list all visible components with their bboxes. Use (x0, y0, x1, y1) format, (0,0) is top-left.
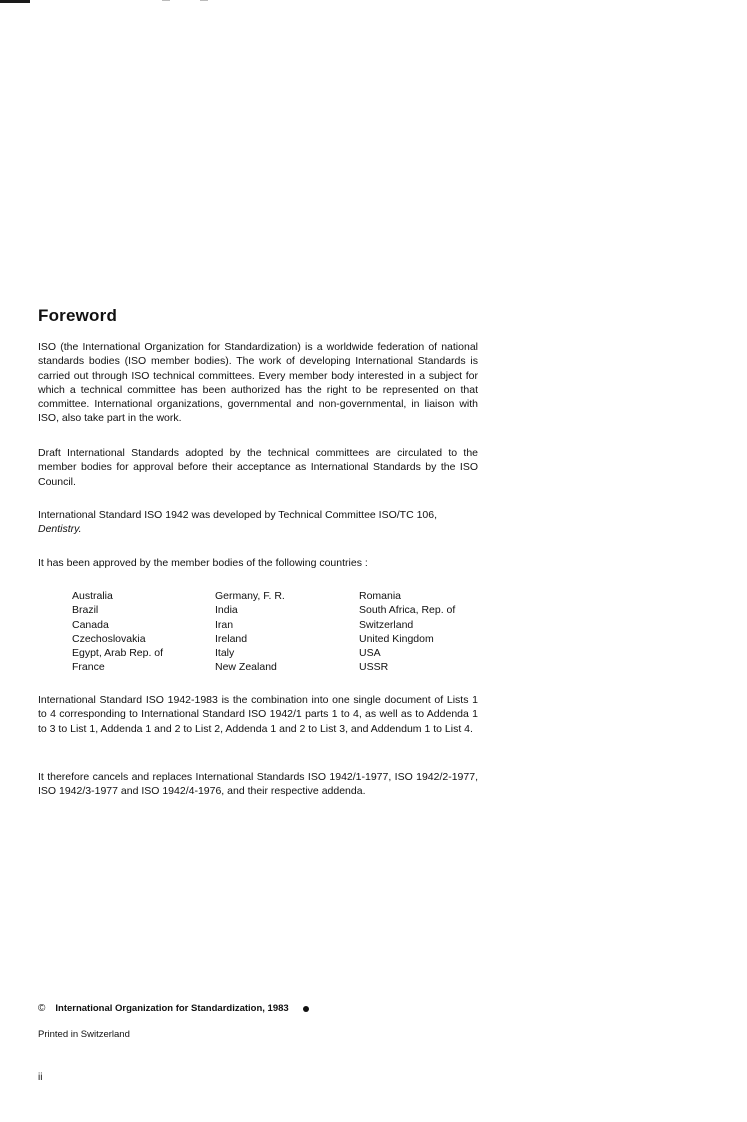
country-item: Egypt, Arab Rep. of (72, 647, 164, 660)
country-item: USA (359, 647, 381, 660)
scan-speck (162, 0, 170, 1)
scan-edge-mark (0, 0, 30, 3)
paragraph-cancels: It therefore cancels and replaces International Standards ISO 1942/1-1977, ISO 1942/2-1977, ISO 1942/3-1977 and ISO 1942/4-1976, and their respective addenda. (38, 771, 478, 798)
country-item: Canada (72, 618, 109, 631)
copyright-text: International Organization for Standardization, 1983 (55, 1003, 289, 1014)
country-item: Brazil (72, 604, 99, 617)
country-item: Romania (359, 590, 402, 602)
developed-by-text: International Standard ISO 1942 was developed by Technical Committee ISO/TC 106, (38, 509, 438, 521)
country-item: South Africa, Rep. of (359, 604, 456, 617)
country-item: Australia (72, 590, 113, 602)
country-item: New Zealand (215, 661, 277, 674)
copyright-symbol: © (38, 1003, 46, 1014)
country-item: United Kingdom (359, 632, 434, 645)
page-number: ii (38, 1072, 43, 1083)
country-item: Ireland (215, 632, 248, 645)
paragraph-developed-by (38, 508, 478, 537)
country-column-1 (72, 589, 163, 675)
country-item: USSR (359, 661, 389, 674)
scan-speck (200, 0, 208, 1)
paragraph-draft-standards: Draft International Standards adopted by the technical committees are circulated to the member bodies for approval before their acceptance as International Standards by the ISO Council. (38, 447, 478, 488)
paragraph-approval: It has been approved by the member bodies of the following countries : (38, 557, 368, 569)
country-item: Germany, F. R. (215, 590, 285, 602)
country-item: France (72, 661, 105, 674)
country-item: Italy (215, 647, 235, 660)
country-column-3 (359, 589, 455, 675)
page-title: Foreword (38, 306, 118, 325)
committee-name: Dentistry. (38, 523, 82, 536)
country-item: Czechoslovakia (72, 632, 146, 645)
paragraph-combination: International Standard ISO 1942-1983 is the combination into one single document of Lists 1 to 4 corresponding to International Standard ISO 1942/1 parts 1 to 4, as well as to Addenda 1 to 3 to List 1, Addenda 1 and 2 to List 2, Addenda 1 and 2 to List 3, and Addendum 1 to List 4. (38, 694, 478, 735)
paragraph-iso-intro: ISO (the International Organization for Standardization) is a worldwide federation of national standards bodies (ISO member bodies). The work of developing International Standards is carried out through ISO technical committees. Every member body interested in a subject for which a technical committee has been authorized has the right to be represented on that committee. International organizations, governmental and non-governmental, in liaison with ISO, also take part in the work. (38, 341, 478, 425)
country-item: Switzerland (359, 618, 414, 631)
country-column-2 (215, 589, 285, 675)
bullet-dot-icon (303, 1006, 309, 1012)
country-item: Iran (215, 618, 234, 631)
printed-in: Printed in Switzerland (38, 1029, 130, 1040)
copyright-notice (38, 1003, 309, 1014)
country-item: India (215, 604, 238, 617)
